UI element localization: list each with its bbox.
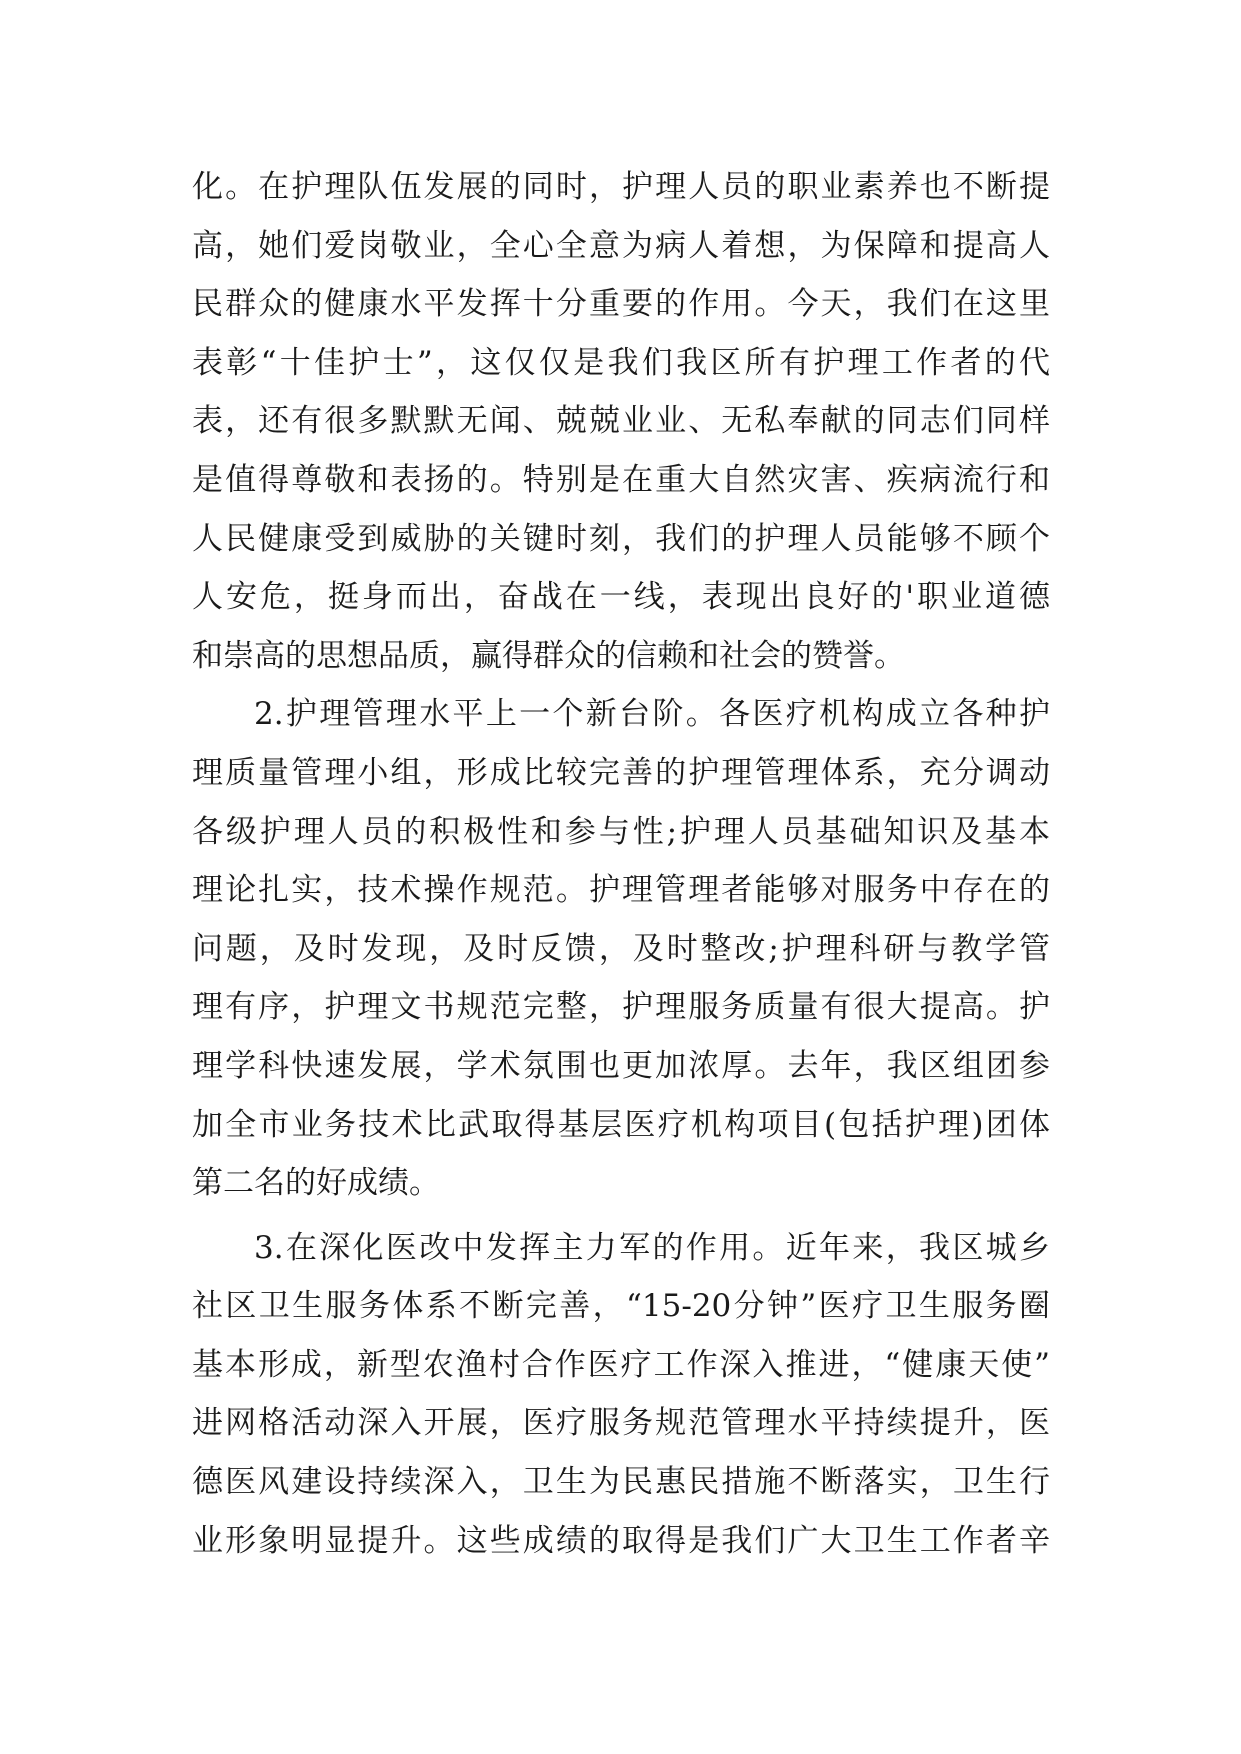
text-line: 人民健康受到威胁的关键时刻，我们的护理人员能够不顾个 [192, 520, 1050, 557]
paragraph [192, 1219, 1050, 1571]
text-line: 加全市业务技术比武取得基层医疗机构项目(包括护理)团体 [192, 1106, 1050, 1143]
body-text [192, 158, 1050, 1570]
paragraph [192, 158, 1050, 685]
text-line: 基本形成，新型农渔村合作医疗工作深入推进，“健康天使” [192, 1346, 1050, 1383]
text-line: 理有序，护理文书规范完整，护理服务质量有很大提高。护 [192, 989, 1050, 1026]
text-line: 理质量管理小组，形成比较完善的护理管理体系，充分调动 [192, 754, 1050, 791]
text-line: 各级护理人员的积极性和参与性;护理人员基础知识及基本 [192, 813, 1050, 850]
text-line: 理学科快速发展，学术氛围也更加浓厚。去年，我区组团参 [192, 1047, 1050, 1084]
text-line: 高，她们爱岗敬业，全心全意为病人着想，为保障和提高人 [192, 227, 1050, 264]
text-line: 人安危，挺身而出，奋战在一线，表现出良好的'职业道德 [192, 579, 1050, 616]
text-line: 第二名的好成绩。 [192, 1165, 440, 1202]
text-line: 民群众的健康水平发挥十分重要的作用。今天，我们在这里 [192, 286, 1050, 323]
text-line: 德医风建设持续深入，卫生为民惠民措施不断落实，卫生行 [192, 1464, 1050, 1501]
text-line: 是值得尊敬和表扬的。特别是在重大自然灾害、疾病流行和 [192, 461, 1050, 498]
text-line: 2.护理管理水平上一个新台阶。各医疗机构成立各种护 [254, 696, 1050, 733]
text-line: 进网格活动深入开展，医疗服务规范管理水平持续提升，医 [192, 1405, 1050, 1442]
text-line: 和崇高的思想品质，赢得群众的信赖和社会的赞誉。 [192, 637, 905, 674]
text-line: 表，还有很多默默无闻、兢兢业业、无私奉献的同志们同样 [192, 403, 1050, 440]
paragraph [192, 685, 1050, 1212]
text-line: 问题，及时发现，及时反馈，及时整改;护理科研与教学管 [192, 930, 1050, 967]
text-line: 业形象明显提升。这些成绩的取得是我们广大卫生工作者辛 [192, 1522, 1050, 1559]
text-line: 社区卫生服务体系不断完善，“15-20分钟”医疗卫生服务圈 [192, 1288, 1050, 1325]
text-line: 化。在护理队伍发展的同时，护理人员的职业素养也不断提 [192, 169, 1050, 205]
text-line: 表彰“十佳护士”，这仅仅是我们我区所有护理工作者的代 [192, 344, 1050, 381]
text-line: 理论扎实，技术操作规范。护理管理者能够对服务中存在的 [192, 872, 1050, 909]
text-line: 3.在深化医改中发挥主力军的作用。近年来，我区城乡 [254, 1229, 1050, 1266]
